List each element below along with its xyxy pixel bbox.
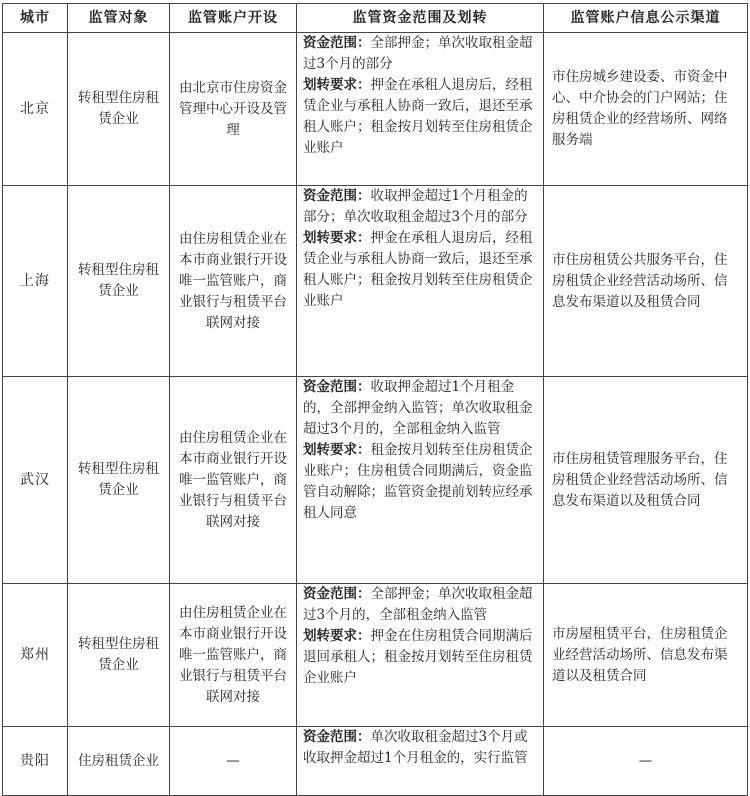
scope-paragraph [303,727,537,769]
header-target: 监管对象 [68,4,170,33]
transfer-paragraph [303,228,537,312]
table-row-wuhan [3,377,748,584]
scope-cell [297,377,544,584]
channel-cell: 市房屋租赁平台，住房租赁企业经营活动场所、信息发布渠道以及租赁合同 [544,584,748,727]
header-row [3,4,748,33]
target-cell: 转租型住房租赁企业 [68,377,170,584]
transfer-text: 押金在住房租赁合同期满后退回承租人；租金按月划转至住房租赁企业账户 [303,628,533,686]
table-row-zhengzhou [3,584,748,727]
table-row-shanghai [3,186,748,377]
city-cell: 武汉 [3,377,68,584]
account-cell: 由北京市住房资金管理中心开设及管理 [170,33,297,186]
target-cell: 住房租赁企业 [68,727,170,796]
channel-cell: 市住房租赁管理服务平台，住房租赁企业经营活动场所、信息发布渠道以及租赁合同 [544,377,748,584]
target-cell: 转租型住房租赁企业 [68,186,170,377]
channel-cell: 市住房租赁公共服务平台，住房租赁企业经营活动场所、信息发布渠道以及租赁合同 [544,186,748,377]
scope-paragraph [303,33,537,75]
transfer-text: 押金在承租人退房后，经租赁企业与承租人协商一致后，退还至承租人账户；租金按月划转至住房租赁企业账户 [303,77,533,156]
account-cell: 由住房租赁企业在本市商业银行开设唯一监管账户，商业银行与租赁平台联网对接 [170,377,297,584]
header-scope: 监管资金范围及划转 [297,4,544,33]
target-cell: 转租型住房租赁企业 [68,33,170,186]
scope-paragraph [303,377,537,440]
scope-label: 资金范围： [303,188,371,204]
scope-label: 资金范围： [303,35,371,51]
city-cell: 北京 [3,33,68,186]
transfer-text: 租金按月划转至住房租赁企业账户；住房租赁合同期满后，资金监管自动解除；监管资金提前划转应经承租人同意 [303,442,533,521]
scope-cell [297,186,544,377]
header-channel: 监管账户信息公示渠道 [544,4,748,33]
scope-cell [297,584,544,727]
scope-text: 单次收取租金超过3个月或收取押金超过1个月租金的，实行监管 [303,729,528,766]
scope-label: 资金范围： [303,729,371,745]
account-cell: 由住房租赁企业在本市商业银行开设唯一监管账户，商业银行与租赁平台联网对接 [170,584,297,727]
header-account: 监管账户开设 [170,4,297,33]
scope-text: 收取押金超过1个月租金的部分；单次收取租金超过3个月的部分 [303,188,528,225]
transfer-paragraph [303,440,537,524]
scope-paragraph [303,186,537,228]
channel-cell: — [544,727,748,796]
channel-cell: 市住房城乡建设委、市资金中心、中介协会的门户网站；住房租赁企业的经营场所、网络服务端 [544,33,748,186]
city-cell: 贵阳 [3,727,68,796]
transfer-label: 划转要求： [303,442,371,458]
transfer-paragraph [303,75,537,159]
regulation-table [2,3,748,796]
city-cell: 郑州 [3,584,68,727]
table-row-beijing [3,33,748,186]
city-cell: 上海 [3,186,68,377]
transfer-text: 押金在承租人退房后，经租赁企业与承租人协商一致后，退还至承租人账户；租金按月划转至住房租赁企业账户 [303,230,533,309]
target-cell: 转租型住房租赁企业 [68,584,170,727]
scope-cell [297,33,544,186]
scope-label: 资金范围： [303,379,371,395]
scope-text: 收取押金超过1个月租金的，全部押金纳入监管；单次收取租金超过3个月的，全部租金纳入监管 [303,379,533,437]
table-row-guiyang [3,727,748,796]
account-cell: — [170,727,297,796]
scope-text: 全部押金；单次收取租金超过3个月的，全部租金纳入监管 [303,586,533,623]
scope-text: 全部押金；单次收取租金超过3个月的部分 [303,35,533,72]
scope-label: 资金范围： [303,586,371,602]
transfer-label: 划转要求： [303,230,371,246]
scope-cell [297,727,544,796]
account-cell: 由住房租赁企业在本市商业银行开设唯一监管账户，商业银行与租赁平台联网对接 [170,186,297,377]
header-city: 城市 [3,4,68,33]
transfer-paragraph [303,626,537,689]
transfer-label: 划转要求： [303,628,371,644]
transfer-label: 划转要求： [303,77,371,93]
scope-paragraph [303,584,537,626]
